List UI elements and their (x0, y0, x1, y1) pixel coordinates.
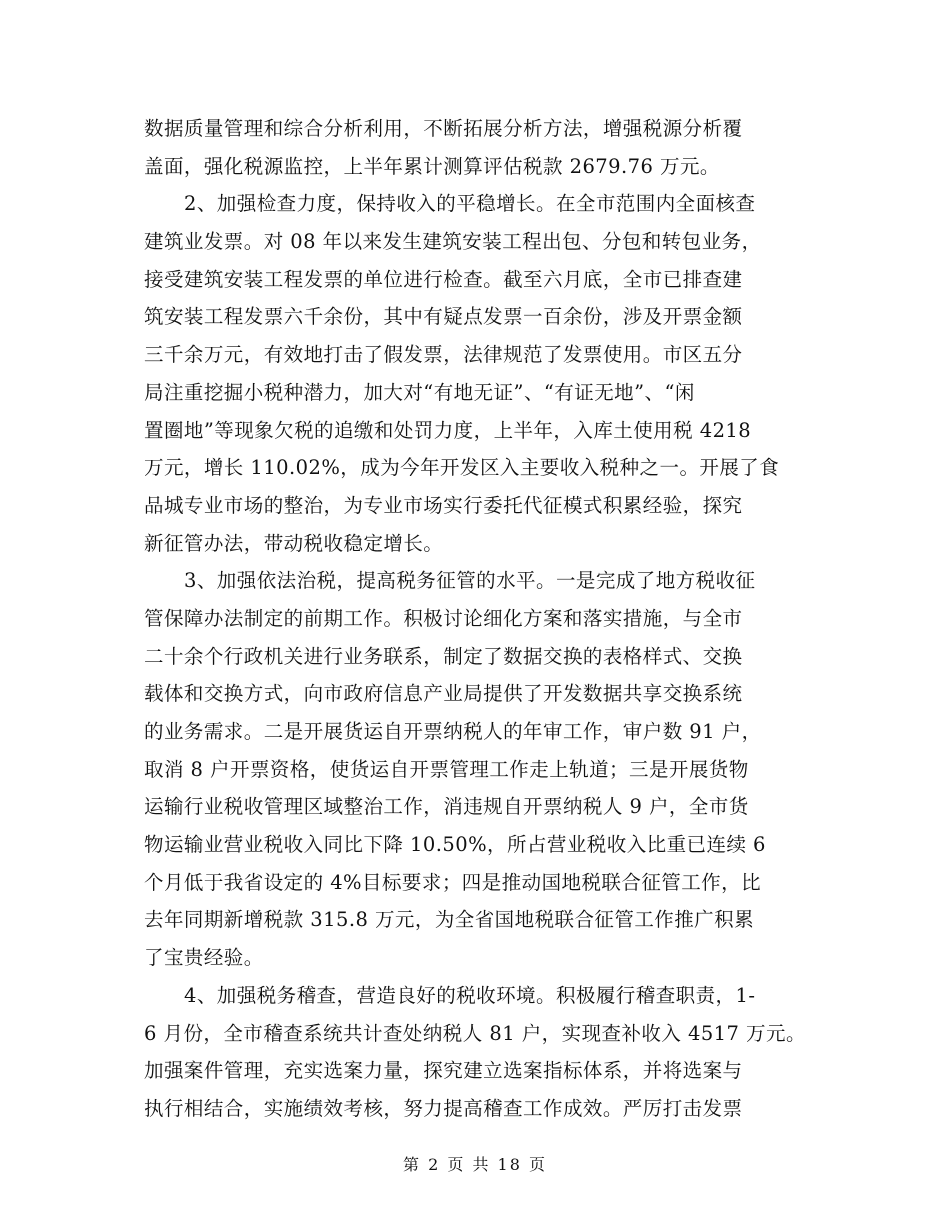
text-line: 取消 8 户开票资格，使货运自开票管理工作走上轨道；三是开展货物 (144, 757, 749, 781)
text-line: 二十余个行政机关进行业务联系，制定了数据交换的表格样式、交换 (144, 644, 743, 668)
body-text (144, 110, 806, 1128)
text-line: 置圈地”等现象欠税的追缴和处罚力度，上半年，入库土使用税 4218 (144, 418, 752, 442)
text-line: 去年同期新增税款 315.8 万元，为全省国地税联合征管工作推广积累 (144, 908, 755, 932)
text-line: 执行相结合，实施绩效考核，努力提高稽查工作成效。严厉打击发票 (144, 1096, 743, 1120)
text-line: 载体和交换方式，向市政府信息产业局提供了开发数据共享交换系统 (144, 682, 743, 706)
text-line: 建筑业发票。对 08 年以来发生建筑安装工程出包、分包和转包业务， (144, 230, 762, 254)
text-line: 盖面，强化税源监控，上半年累计测算评估税款 2679.76 万元。 (144, 154, 720, 178)
text-line: 物运输业营业税收入同比下降 10.50%，所占营业税收入比重已连续 6 (144, 833, 766, 857)
paragraph-start-line: 3、加强依法治税，提高税务征管的水平。一是完成了地方税收征 (184, 569, 756, 593)
text-line: 万元，增长 110.02%，成为今年开发区入主要收入税种之一。开展了食 (144, 456, 780, 480)
text-line: 品城专业市场的整治，为专业市场实行委托代征模式积累经验，探究 (144, 493, 743, 517)
paragraph-start-line: 2、加强检查力度，保持收入的平稳增长。在全市范围内全面核查 (184, 192, 756, 216)
text-line: 6 月份，全市稽查系统共计查处纳税人 81 户，实现查补收入 4517 万元。 (144, 1021, 806, 1045)
text-line: 加强案件管理，充实选案力量，探究建立选案指标体系，并将选案与 (144, 1059, 743, 1083)
text-line: 数据质量管理和综合分析利用，不断拓展分析方法，增强税源分析覆 (144, 117, 743, 140)
paragraph-start-line: 4、加强税务稽查，营造良好的税收环境。积极履行稽查职责，1- (184, 983, 756, 1007)
text-line: 三千余万元，有效地打击了假发票，法律规范了发票使用。市区五分 (144, 343, 743, 367)
page-number-footer: 第 2 页 共 18 页 (403, 1155, 547, 1174)
text-line: 运输行业税收管理区域整治工作，消违规自开票纳税人 9 户，全市货 (144, 795, 749, 819)
text-line: 筑安装工程发票六千余份，其中有疑点发票一百余份，涉及开票金额 (144, 305, 743, 329)
text-line: 的业务需求。二是开展货运自开票纳税人的年审工作，审户数 91 户， (144, 720, 762, 743)
text-line: 接受建筑安装工程发票的单位进行检查。截至六月底，全市已排查建 (144, 267, 743, 291)
text-line: 管保障办法制定的前期工作。积极讨论细化方案和落实措施，与全市 (144, 606, 743, 630)
text-line: 个月低于我省设定的 4%目标要求；四是推动国地税联合征管工作，比 (144, 870, 762, 894)
text-line: 局注重挖掘小税种潜力，加大对“有地无证”、“有证无地”、“闲 (144, 380, 695, 404)
text-line: 了宝贵经验。 (144, 946, 264, 970)
text-line: 新征管办法，带动税收稳定增长。 (144, 531, 444, 555)
